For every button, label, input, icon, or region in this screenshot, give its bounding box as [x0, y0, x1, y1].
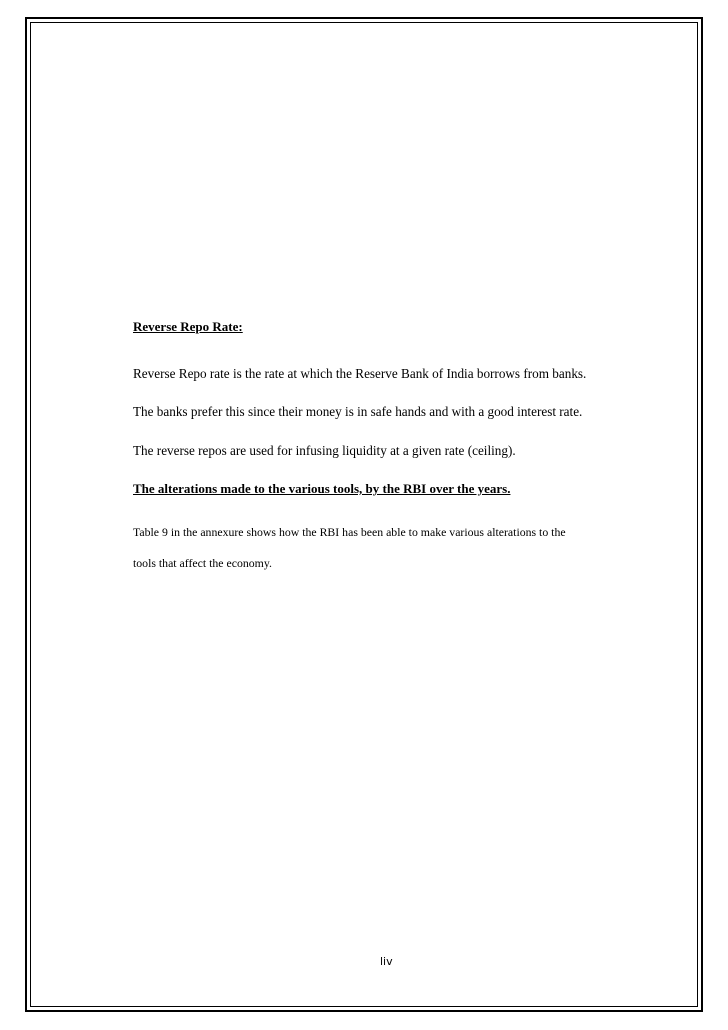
paragraph-line: The banks prefer this since their money is in safe hands and with a good interest rate.: [133, 404, 583, 419]
paragraph-line: Table 9 in the annexure shows how the RBI has been able to make various alterations to the: [133, 525, 566, 539]
paragraph-line: The reverse repos are used for infusing liquidity at a given rate (ceiling).: [133, 443, 516, 458]
section-heading-alterations: The alterations made to the various tools, by the RBI over the years.: [133, 481, 511, 496]
page-number: liv: [380, 955, 393, 968]
section-heading-reverse-repo: Reverse Repo Rate:: [133, 319, 243, 334]
page-border-inner: [30, 22, 698, 1007]
paragraph-line: tools that affect the economy.: [133, 556, 272, 570]
paragraph-line: Reverse Repo rate is the rate at which the Reserve Bank of India borrows from banks.: [133, 366, 587, 381]
